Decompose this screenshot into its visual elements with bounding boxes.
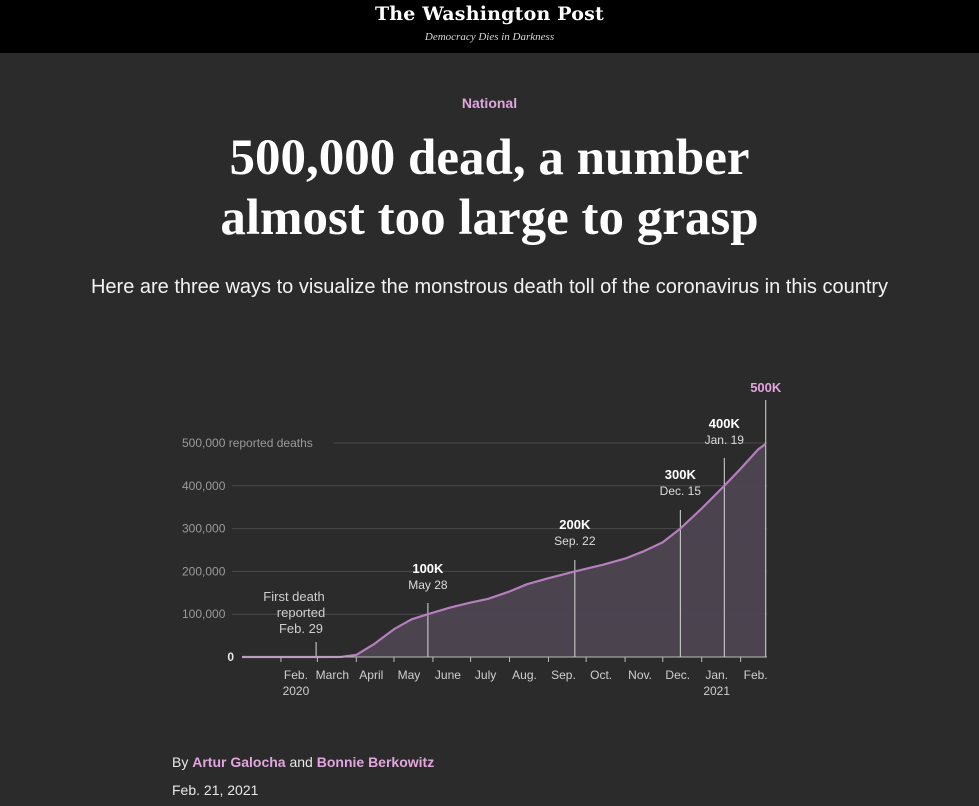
milestone-value: 400K [708, 416, 740, 431]
author-link-1[interactable]: Artur Galocha [192, 754, 286, 770]
x-tick-label: Aug. [512, 668, 537, 682]
byline [172, 754, 434, 770]
milestone-date: May 28 [408, 578, 448, 592]
milestone-date: Sep. 22 [554, 534, 596, 548]
y-tick-label: 0 [227, 650, 234, 664]
y-tick-label: 100,000 [182, 607, 226, 622]
first-death-label: First death [263, 589, 325, 604]
headline [0, 128, 979, 248]
x-tick-label: June [434, 668, 461, 682]
y-tick-label: 500,000 reported deaths [182, 436, 313, 450]
x-tick-label: May [397, 668, 421, 682]
final-milestone-value: 500K [750, 380, 782, 395]
deaths-area-chart [0, 370, 979, 710]
y-tick-label: 200,000 [182, 564, 226, 579]
x-tick-label: March [315, 668, 350, 682]
x-tick-label: Feb. [283, 668, 308, 682]
section-kicker[interactable]: National [461, 95, 518, 111]
headline-line-1: 500,000 dead, a number [229, 130, 750, 186]
milestone-value: 200K [559, 517, 591, 532]
first-death-label: Feb. 29 [278, 621, 324, 636]
headline-line-2: almost too large to grasp [220, 190, 759, 246]
site-logo[interactable]: The Washington Post [374, 3, 605, 25]
milestone-date: Jan. 19 [704, 433, 744, 447]
y-tick-label: 400,000 [182, 478, 226, 493]
x-tick-year: 2021 [703, 684, 731, 698]
x-tick-label: Jan. [705, 668, 729, 682]
x-tick-label: Nov. [628, 668, 652, 682]
x-tick-label: Oct. [590, 668, 613, 682]
byline-prefix: By [172, 754, 189, 770]
x-tick-label: July [474, 668, 497, 682]
x-tick-year: 2020 [282, 684, 310, 698]
publish-date: Feb. 21, 2021 [172, 782, 259, 798]
site-tagline: Democracy Dies in Darkness [424, 31, 555, 43]
y-tick-label: 300,000 [182, 521, 226, 536]
masthead [0, 0, 979, 53]
milestone-value: 100K [412, 561, 444, 576]
article-dek: Here are three ways to visualize the monstrous death toll of the coronavirus in this country [90, 276, 889, 298]
author-link-2[interactable]: Bonnie Berkowitz [316, 754, 435, 770]
milestone-date: Dec. 15 [659, 484, 702, 498]
first-death-label: reported [276, 605, 326, 620]
x-tick-label: Dec. [665, 668, 691, 682]
x-tick-label: April [359, 668, 384, 682]
x-tick-label: Feb. [743, 668, 768, 682]
x-tick-label: Sep. [551, 668, 576, 682]
byline-and: and [289, 754, 313, 770]
milestone-value: 300K [664, 467, 696, 482]
